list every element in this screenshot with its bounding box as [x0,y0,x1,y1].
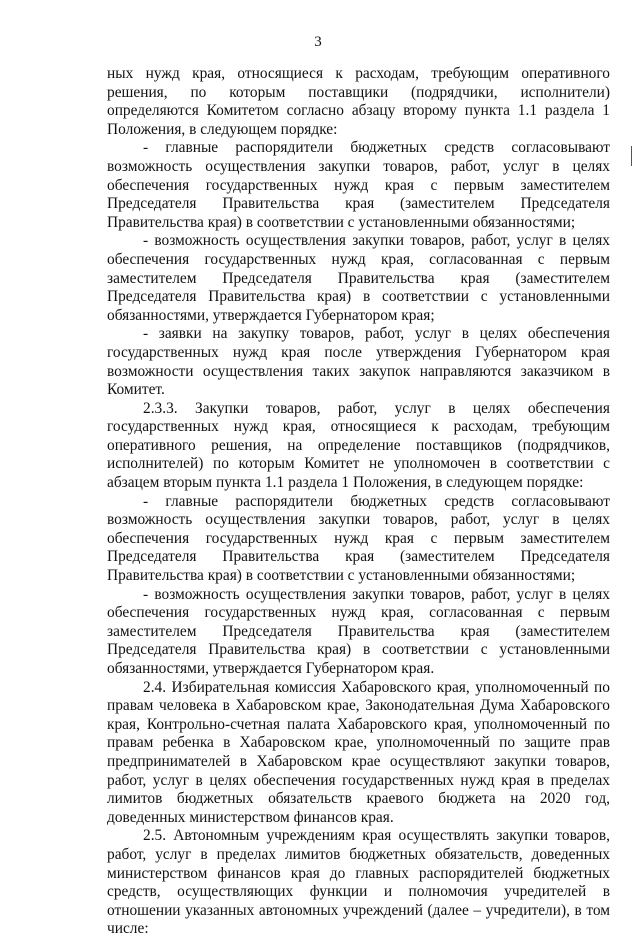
paragraph-bullet-approval-2: - возможность осуществления закупки товаров, работ, услуг в целях обеспечения государственных нужд края, согласованная с первым заместителем Председателя Правительства края (заместителем Председателя Правительства края) в соответствии с установленными обязанностями, утверждается Губернатором края. [107,585,610,677]
document-body [107,65,610,939]
page-number: 3 [314,34,322,50]
paragraph-bullet-agreement-2: - главные распорядители бюджетных средств согласовывают возможность осуществления закупки товаров, работ, услуг в целях обеспечения государственных нужд края с первым заместителем Председателя Правительства края (заместителем Председателя Правительства края) в соответствии с установленными обязанностями; [107,492,610,585]
paragraph-section-2-4: 2.4. Избирательная комиссия Хабаровского края, уполномоченный по правам человека в Хабаровском крае, Законодательная Дума Хабаровского края, Контрольно-счетная палата Хабаровского края, уполномоченный по правам ребенка в Хабаровском крае, уполномоченный по защите прав предпринимателей в Хабаровском крае осуществляют закупки товаров, работ, услуг в целях обеспечения государственных нужд края в пределах лимитов бюджетных обязательств краевого бюджета на 2020 год, доведенных министерством финансов края. [107,678,610,826]
paragraph-bullet-approval: - возможность осуществления закупки товаров, работ, услуг в целях обеспечения государственных нужд края, согласованная с первым заместителем Председателя Правительства края (заместителем Председателя Правительства края) в соответствии с установленными обязанностями, утверждается Губернатором края; [107,232,610,324]
paragraph-section-2-3-3: 2.3.3. Закупки товаров, работ, услуг в целях обеспечения государственных нужд края, относящиеся к расходам, требующим оперативного решения, на определение поставщиков (подрядчиков, исполнителей) по которым Комитет не уполномочен в соответствии с абзацем вторым пункта 1.1 раздела 1 Положения, в следующем порядке: [107,399,610,492]
paragraph-bullet-requests: - заявки на закупку товаров, работ, услуг в целях обеспечения государственных нужд края после утверждения Губернатором края возможности осуществления таких закупок направляются заказчиком в Комитет. [107,325,610,399]
paragraph-continuation: ных нужд края, относящиеся к расходам, требующим оперативного решения, по которым поставщики (подрядчики, исполнители) определяются Комитетом согласно абзацу второму пункта 1.1 раздела 1 Положения, в следующем порядке: [107,65,610,138]
paragraph-section-2-5: 2.5. Автономным учреждениям края осуществлять закупки товаров, работ, услуг в пределах лимитов бюджетных обязательств, доведенных министерством финансов края до главных распорядителей бюджетных средств, осуществляющих функции и полномочия учредителей в отношении указанных автономных учреждений (далее – учредители), в том числе: [107,827,610,938]
scan-margin-mark [631,146,632,166]
paragraph-bullet-agreement: - главные распорядители бюджетных средств согласовывают возможность осуществления закупки товаров, работ, услуг в целях обеспечения государственных нужд края с первым заместителем Председателя Правительства края (заместителем Председателя Правительства края) в соответствии с установленными обязанностями; [107,139,610,231]
